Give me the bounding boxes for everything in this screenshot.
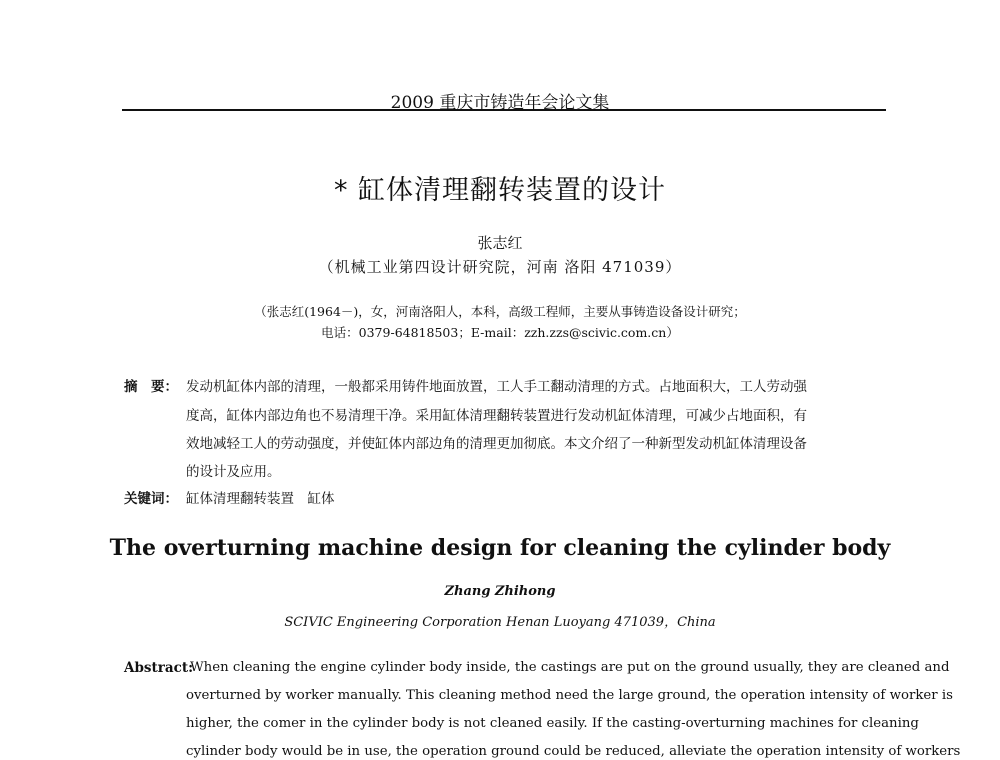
author-bio-line-1: （张志红(1964－)，女，河南洛阳人，本科，高级工程师，主要从事铸造设备设计研究； [254, 304, 746, 319]
paper-title: * 缸体清理翻转装置的设计 [333, 175, 667, 206]
abstract-cn-line: 发动机缸体内部的清理，一般都采用铸件地面放置，工人手工翻动清理的方式。占地面积大，工人劳动强 [186, 379, 807, 395]
author-name: 张志红 [477, 234, 523, 252]
abstract-en-line: When cleaning the engine cylinder body inside, the castings are put on the ground usually, they are cleaned and [190, 660, 950, 675]
keywords-cn-text: 缸体清理翻转装置 缸体 [186, 491, 335, 507]
english-affiliation: SCIVIC Engineering Corporation Henan Luoyang 471039，China [284, 615, 716, 630]
author-bio-line-2: 电话：0379-64818503；E-mail：zzh.zzs@scivic.com.cn） [321, 325, 679, 340]
abstract-en-line: higher, the comer in the cylinder body is not cleaned easily. If the casting-overturning machines for cleaning [186, 716, 919, 731]
abstract-cn-line: 的设计及应用。 [186, 464, 281, 480]
author-affiliation: （机械工业第四设计研究院，河南 洛阳 471039） [318, 258, 682, 276]
english-author: Zhang Zhihong [444, 584, 556, 599]
keywords-cn-label: 关键词： [124, 491, 178, 507]
abstract-en-label: Abstract: [124, 660, 194, 676]
abstract-en-line: cylinder body would be in use, the operation ground could be reduced, alleviate the operation intensity of workers [186, 744, 961, 759]
abstract-cn-label: 摘 要： [124, 379, 178, 395]
english-title: The overturning machine design for cleaning the cylinder body [109, 535, 891, 561]
abstract-en-line: overturned by worker manually. This cleaning method need the large ground, the operation intensity of worker is [186, 688, 953, 703]
header-rule [122, 109, 886, 111]
abstract-cn-line: 效地减轻工人的劳动强度，并使缸体内部边角的清理更加彻底。本文介绍了一种新型发动机缸体清理设备 [186, 436, 807, 452]
abstract-cn-line: 度高，缸体内部边角也不易清理干净。采用缸体清理翻转装置进行发动机缸体清理，可减少占地面积，有 [186, 408, 807, 424]
proceedings-header: 2009 重庆市铸造年会论文集 [390, 93, 610, 113]
